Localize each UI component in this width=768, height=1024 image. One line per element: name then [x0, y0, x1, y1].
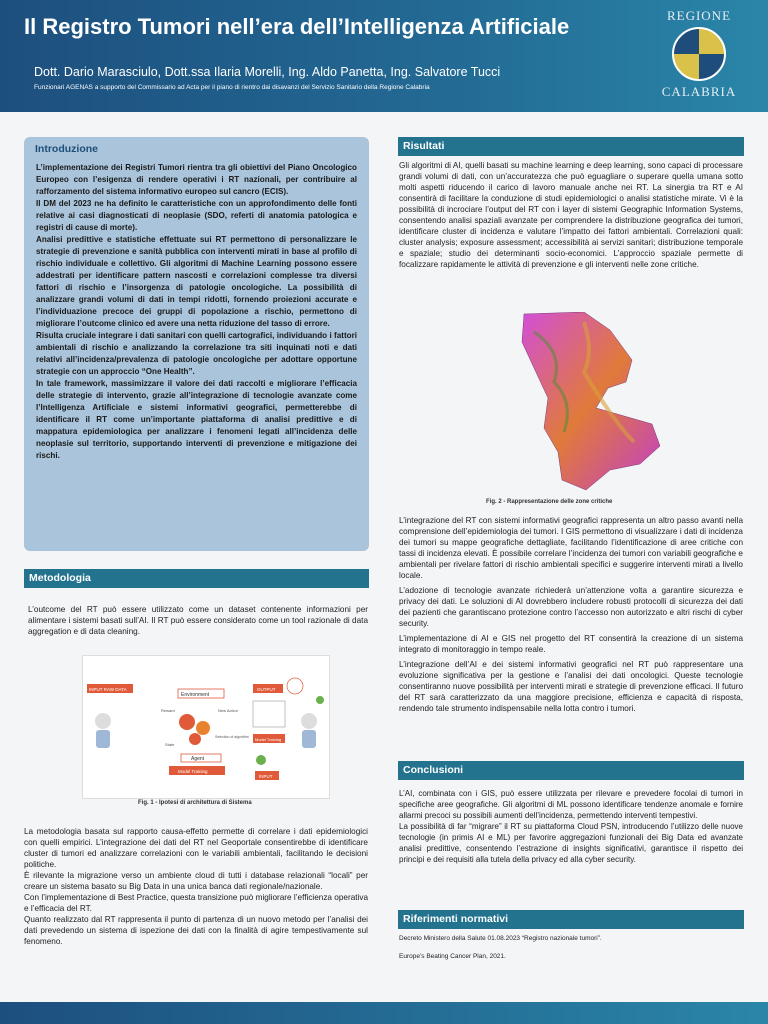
- robot-left-body: [96, 730, 110, 748]
- intro-paragraph: Analisi predittive e statistiche effettuate sui RT permettono di personalizzare le strategie di prevenzione e sanità pubblica con interventi mirati in base al profilo di rischio individuale e collettivo. Gli algoritmi di Machine Learning possono essere addestrati per identificare pattern nascosti e correlazioni complesse tra diversi fattori di rischio e l’insorgenza di patologie oncologiche. La possibilità di analizzare grandi volumi di dati in tempi ridotti, fornendo proiezioni accurate e l’individuazione precoce dei gruppi di popolazione a rischio, permettono di migliorare l’outcome clinico ed avere una netta riduzione del tasso di errore.: [36, 235, 357, 328]
- state-label: State: [165, 742, 175, 747]
- conclusioni-heading: Conclusioni: [398, 761, 744, 780]
- poster-footer: [0, 1002, 768, 1024]
- authors: Dott. Dario Marasciulo, Dott.ssa Ilaria Morelli, Ing. Aldo Panetta, Ing. Salvatore Tucci: [34, 65, 501, 79]
- gear-icon: [196, 721, 210, 735]
- risultati-paragraph: Gli algoritmi di AI, quelli basati su machine learning e deep learning, sono capaci di processare grandi volumi di dati, con un’accuratezza che può eguagliare o superare quella umana sotto molti aspetti riducendo il carico di lavoro manuale anche nei RT. La sinergia tra RT e AI consentirà di facilitare la conduzione di studi epidemiologici o analisi statistiche mirate. Vi è la possibilità di incrociare l’output del RT con i layer di sistemi Geographic Information Systems, consentendo analisi spaziali avanzate per comprendere la distribuzione geografica dei tumori, identificare cluster di incidenza e valutare l’impatto dei fattori ambientali. Correlazioni quali: cluster analysis; exposure assessment; accessibilità ai servizi sanitari; distribuzione temporale e spaziale; studio dei determinanti socio-economici. L’approccio spaziale permette di focalizzare rapidamente le attività di prevenzione e gli interventi nelle zone critiche.: [399, 161, 743, 269]
- metodologia-paragraph: È rilevante la migrazione verso un ambiente cloud di tutti i database relazionali “locali” per creare un sistema basato su Big Data in una unica banca dati regionale/nazionale.: [24, 871, 368, 891]
- logo-text-bottom: CALABRIA: [661, 84, 737, 99]
- intro-paragraph: Il DM del 2023 ne ha definito le caratteristiche con un approfondimento delle fonti relative ai casi diagnosticati di neoplasie (SDO, referti di anatomia patologica e registri di cause di morte).: [36, 199, 357, 232]
- reward-label: Reward: [161, 708, 175, 713]
- architecture-diagram: [83, 656, 329, 798]
- metodologia-heading: Metodologia: [24, 569, 369, 588]
- affiliation: Funzionari AGENAS a supporto del Commissario ad Acta per il piano di rientro dai disavanzi del Servizio Sanitario della Regione Calabria: [34, 84, 430, 91]
- input-raw-label: INPUT RAW DATA: [89, 687, 127, 692]
- figure-1-caption: Fig. 1 - Ipotesi di architettura di Sistema: [138, 800, 252, 806]
- conclusioni-paragraph: L’AI, combinata con i GIS, può essere utilizzata per rilevare e prevedere focolai di tumori in specifiche aree geografiche. Gli algoritmi di ML possono identificare tendenze anomale e fornire allarmi precoci su possibili aumenti dell’incidenza, permettendo interventi tempestivi.: [399, 789, 743, 820]
- intro-heading: Introduzione: [35, 143, 98, 155]
- risultati-paragraph: L’integrazione dell’AI e dei sistemi informativi geografici nel RT può rappresentare una evoluzione significativa per la gestione e l’analisi dei dati oncologici. Queste tecnologie consentiranno nuove possibilità per interventi mirati e strategie di prevenzione efficaci. Il futuro del RT sarà caratterizzato da una maggiore precisione, efficienza e capacità di risposta, rendendo tale strumento indispensabile nella lotta contro i tumori.: [399, 660, 743, 713]
- risultati-body: [399, 515, 743, 714]
- riferimenti-list: [399, 934, 743, 961]
- logo-text-top: REGIONE: [666, 8, 732, 23]
- robot-left-icon: [95, 713, 111, 729]
- poster-header: [0, 0, 768, 112]
- riferimenti-heading: Riferimenti normativi: [398, 910, 744, 929]
- conclusioni-body: [399, 788, 743, 865]
- coat-of-arms-icon: [672, 27, 726, 81]
- intro-paragraph: Risulta cruciale integrare i dati sanitari con quelli cartografici, individuando i fattori ambientali di rischio e analizzando la correlazione tra siti inquinati noti e dati relativi all’incidenza/prevalenza di patologie oncologiche per adottare opportune strategie con un approccio “One Health”.: [36, 331, 357, 376]
- intro-text: [24, 155, 369, 462]
- speech-bubble-icon: [287, 678, 303, 694]
- robot-right-body: [302, 730, 316, 748]
- apple-icon: [316, 696, 324, 704]
- metodologia-lead: [28, 604, 368, 637]
- document-icon: [253, 701, 285, 727]
- new-action-label: New Action: [218, 708, 239, 713]
- gear-icon: [189, 733, 201, 745]
- metodologia-body: [24, 826, 368, 947]
- metodologia-lead-text: L’outcome del RT può essere utilizzato come un dataset contenente informazioni per alimentare i sistemi basati sull’AI. Il RT può essere considerato come un tool razionale di data aggregation e di data cleaning.: [28, 605, 368, 636]
- metodologia-paragraph: La metodologia basata sul rapporto causa-effetto permette di correlare i dati epidemiologici con quelli empirici. L’integrazione dei dati del RT nel Geoportale consentirebbe di identificare cluster di tumori ed analizzare correlazioni con le variabili ambientali, facilitando le decisioni politiche.: [24, 827, 368, 869]
- selection-label: Selection of algorithm: [215, 735, 249, 739]
- poster-title: Il Registro Tumori nell’era dell’Intelligenza Artificiale: [24, 14, 570, 39]
- risultati-heading: Risultati: [398, 137, 744, 156]
- riferimento-item: Decreto Ministero della Salute 01.08.2023 “Registro nazionale tumori”.: [399, 935, 602, 942]
- input-label: INPUT: [259, 774, 273, 779]
- output-label: OUTPUT: [257, 687, 276, 692]
- intro-paragraph: In tale framework, massimizzare il valore dei dati raccolti e migliorare l’efficacia delle strategie di intervento, grazie all’integrazione di tecnologie avanzate come l’Intelligenza Artificiale e sistemi informativi geografici, permetterebbe di identificare il RT come un’importante piattaforma di analisi predittive e di mappatura epidemiologica per analizzare i fenomeni legati all’incidenza delle neoplasie sul territorio, supportando interventi di prevenzione e mitigazione dei rischi.: [36, 379, 357, 460]
- intro-section: [24, 137, 369, 551]
- regione-calabria-logo: [644, 8, 754, 108]
- apple-icon: [256, 755, 266, 765]
- intro-paragraph: L’implementazione dei Registri Tumori rientra tra gli obiettivi del Piano Oncologico Europeo con l’esigenza di rendere operativi i RT nazionali, per contribuire al rafforzamento del sistema informativo europeo sul cancro (ECIS).: [36, 163, 357, 196]
- risultati-paragraph: L’integrazione del RT con sistemi informativi geografici rappresenta un altro passo avanti nella comprensione dell’epidemiologia dei tumori. I GIS permettono di visualizzare i dati di incidenza dei tumori su mappe geografiche dettagliate, facilitando l’identificazione di aree critiche con tassi di incidenza elevati. È possibile correlare l’incidenza dei tumori con variabili geografiche e ambientali per rivelare fattori di rischio ambientali specifici e suggerire interventi mirati a livello locale.: [399, 516, 743, 580]
- risultati-paragraph: L’implementazione di AI e GIS nel progetto del RT consentirà la creazione di un sistema integrato di monitoraggio in tempo reale.: [399, 634, 743, 654]
- gear-icon: [179, 714, 195, 730]
- metodologia-paragraph: Con l’implementazione di Best Practice, questa transizione può migliorare l’efficienza operativa e l’efficacia del RT.: [24, 893, 368, 913]
- calabria-map: [514, 312, 662, 492]
- model-training-label: Model Training: [178, 769, 208, 774]
- architecture-figure: [82, 655, 330, 799]
- risultati-intro: [399, 160, 743, 270]
- metodologia-paragraph: Quanto realizzato dal RT rappresenta il punto di partenza di un nuovo metodo per l’analisi dei dati prevedendo un sistema di ispezione dei dati con la finalità di agire tempestivamente sul fenomeno.: [24, 915, 368, 946]
- environment-label: Environment: [181, 692, 210, 698]
- risultati-paragraph: L’adozione di tecnologie avanzate richiederà un’attenzione volta a garantire sicurezza e privacy dei dati. Le soluzioni di AI dovrebbero includere robusti protocolli di sicurezza dei dati dei pazienti che garantiscano protezione contro l’accesso non autorizzato e altri rischi di cyber security.: [399, 586, 743, 628]
- figure-2-caption: Fig. 2 - Rappresentazione delle zone critiche: [486, 499, 613, 505]
- robot-right-icon: [301, 713, 317, 729]
- model-training-label-2: Model Training: [255, 737, 282, 742]
- conclusioni-paragraph: La possibilità di far “migrare” il RT su piattaforma Cloud PSN, introducendo l’utilizzo delle nuove tecnologie (in primis AI e ML) per favorire aggregazioni funzionali dei Big Data ed avanzate analisi predittive, consentendo l’estrazione di insights significativi, garantisce il rispetto dei principi e dei requisiti alla tutela della privacy ed alla cyber security.: [399, 822, 743, 864]
- riferimento-item: Europe’s Beating Cancer Plan, 2021.: [399, 953, 506, 960]
- agent-label: Agent: [191, 756, 205, 762]
